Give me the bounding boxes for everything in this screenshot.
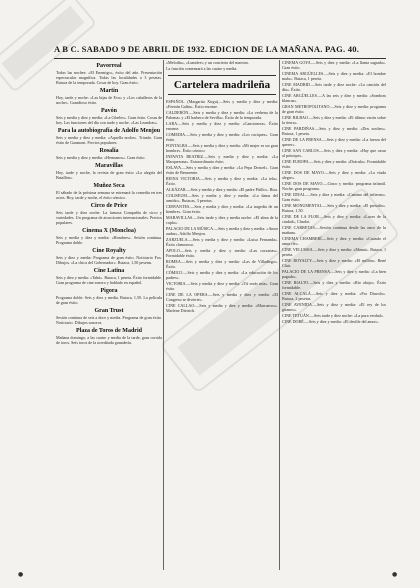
section-body: Hoy, tarde y noche, la revista de gran éxito «La alegría del Batallón». <box>56 170 162 180</box>
listing-entry: CINE MADRID.—Seis tarde y diez noche: «La canción del día». Éxito. <box>282 82 386 92</box>
listing-section <box>56 182 162 200</box>
page-header: A B C. SABADO 9 DE ABRIL DE 1932. EDICION DE LA MAÑANA. PAG. 40. <box>54 44 360 54</box>
section-body: Mañana domingo, a las cuatro y media de la tarde, gran corrida de toros. Seis toros de la acreditada ganadería. <box>56 335 162 345</box>
registration-mark-icon: ● <box>18 571 24 578</box>
listing-entry: CINE DOS DE MAYO.—Seis y diez y media: «La viuda alegre». <box>282 170 386 180</box>
listing-entry: CINE AVENIDA.—Seis y diez y media: «El rey de los gitanos». <box>282 302 386 312</box>
listing-entry: CERVANTES.—Seis y media y diez y media: «La tragedia de un hombre». Gran éxito. <box>166 204 278 214</box>
section-title: Rosalía <box>99 148 119 154</box>
listing-section <box>56 127 162 145</box>
listing-section <box>56 247 162 265</box>
intro-text: «Melodía», «Lumière» y un concierto del maestro. <box>166 60 250 65</box>
listing-entry: CALDERÓN.—Seis y media y diez y media: «La verbena de la Paloma» y «El barbero de Sevilla». Éxito de la temporada. <box>166 110 278 120</box>
section-title: Circo de Price <box>90 203 128 209</box>
listing-section <box>56 202 162 225</box>
section-body: Todas las noches: «El Enemigo», éxito del año. Presentación espectacular magnífica. Todas las localidades a 3 pesetas. Butaca de la temporada. Cosas de hoy. Gran éxito. <box>56 70 162 85</box>
listing-section <box>56 307 162 325</box>
section-body: Hoy, tarde y noche: «Las hijas de Eva» y «Los caballeros de la noche». Grandioso éxito. <box>56 95 162 105</box>
listing-entry: CINE CALLAO.—Seis y media y diez y media: «Marruecos». Marlene Dietrich. <box>166 303 278 313</box>
listing-entry: ALKÁZAR.—Seis y media y diez y media: «El padre Pitillo». Risa. <box>166 187 278 192</box>
cartelera-title-box <box>168 75 276 95</box>
section-body: Seis y media y diez y media: «La Cibeles». Gran éxito. Cosas de hoy. Las funciones del día con tarde y noche. «Las Leandras». <box>56 115 162 125</box>
listing-entry: CINE ALCALÁ.—Seis y diez y media: «Fra Diavolo». Butaca, 2 pesetas. <box>282 291 386 301</box>
section-title: Plaza de Toros de Madrid <box>76 328 142 334</box>
listing-entry: GRAN METROPOLITANO.—Seis y diez y media: programa de gran éxito. <box>282 104 386 114</box>
listing-section <box>56 227 162 245</box>
listing-entry: CINE SAN CARLOS.—Seis y diez y media: «Hay que casar al príncipe». <box>282 148 386 158</box>
listing-entry: CINE BILBAO.—Seis y diez y media: «El último varón sobre la tierra». <box>282 115 386 125</box>
section-title: Pigora <box>100 288 118 294</box>
section-body: Programa doble: Seis y diez y media. Butaca, 1,50. La película de gran éxito. <box>56 295 162 305</box>
listing-entry: ESPAÑOL. (Margarita Xirgu).—Seis y media y diez y media: «Fermín Galán». Éxito enorme. <box>166 99 278 109</box>
listing-entry: CÓMICO.—Seis y media y diez y media: «La educación de los padres». <box>166 270 278 280</box>
listing-entry: CINE DE LA FLOR.—Seis y diez y media: «Luces de la ciudad», Charlot. <box>282 214 386 224</box>
section-body: Seis y media y diez y media: «Hombres». Sesión continua. Programa doble. <box>56 235 162 245</box>
section-body: Seis y media y diez y media: «Aquella noche». Triunfo. Gran éxito de Gaumont. Precios populares. <box>56 135 162 145</box>
listing-section <box>56 147 162 160</box>
listing-entry: CINE DOS DE MAYO.—Cinco y media: programa infantil. Noche, gran programa. <box>282 181 386 191</box>
right-column <box>282 60 386 570</box>
section-body: El sábado de la próxima semana se estrenará la comedia en tres actos. Hoy, tarde y noche, el éxito cómico. <box>56 190 162 200</box>
listing-entry: APOLO.—Seis y media y diez y media: «Las corsarias». Formidable éxito. <box>166 248 278 258</box>
registration-mark-icon: ● <box>392 571 398 578</box>
listing-section <box>56 287 162 305</box>
section-title: Pavorreal <box>96 63 122 69</box>
intro-text-2: La función comenzará a las cuatro y media. <box>166 66 238 71</box>
section-body: Seis y diez y media: «Tabú». Butaca, 1 peseta. Éxito formidable. Gran programa de cine sonoro y hablado en español. <box>56 275 162 285</box>
listing-entry: CINE VELUSSIA.—Seis y diez y media: «Mamá». Butaca, 1 peseta. <box>282 247 386 257</box>
listing-entry: CINEMA GOYA.—Seis y diez y media: «La llama sagrada». Gran éxito. <box>282 60 386 70</box>
section-title: Cine Royalty <box>92 248 126 254</box>
listing-entry: REINA VICTORIA.—Seis y media y diez y media: «La tela». Éxito. <box>166 176 278 186</box>
column-divider-2 <box>279 60 280 570</box>
listing-entry: LARA.—Seis y media y diez y media: «Cancionera». Éxito enorme. <box>166 121 278 131</box>
listing-entry: PALACIO DE LA PRENSA.—Seis y diez y media: «La bien pagada». <box>282 269 386 279</box>
column-divider-1 <box>163 60 164 570</box>
listing-entry: CINE TETUÁN.—Seis tarde y diez noche: «La pura verdad». <box>282 313 384 318</box>
listing-entry: ROMEA.—Seis y media y diez y media: «Las de Villadiego». Éxito. <box>166 259 278 269</box>
listing-section <box>56 327 162 345</box>
section-body: Seis y diez y media: Programa de gran éxito. Noticiario Fox. Dibujos. «La chica del Gobernador». Butaca, 1,50 pesetas. <box>56 255 162 265</box>
listing-entry: CINE ROYALTY.—Seis y diez y media: «El millón». René Clair. <box>282 258 386 268</box>
listing-entry: CINE IDEAL.—Seis y diez y media: «Camino del infierno». Gran éxito. <box>282 192 386 202</box>
listing-entry: CINE DORÉ.—Seis y diez y media: «El desfile del amor». <box>282 319 379 324</box>
section-title: Muñoz Seca <box>93 183 125 189</box>
listing-entry: FONTALBA.—Seis y media y diez y media: «Mi mujer es un gran hombre». Éxito cómico. <box>166 143 278 153</box>
section-body: Sesión continua de seis a doce y media. Programa de gran éxito. Noticiario. Dibujos sonoros. <box>56 315 162 325</box>
section-title: Martin <box>99 88 119 94</box>
listing-entry: CINE RIALTO.—Seis y diez y media: «Río abajo». Éxito formidable. <box>282 280 386 290</box>
listing-entry: ESLAVA.—Seis y media y diez y media: «La Pepa Doncel». Gran éxito de Benavente. <box>166 165 278 175</box>
section-title: Maravillas <box>95 163 123 169</box>
section-title: Pavón <box>100 108 117 114</box>
section-title: Gran Trust <box>94 308 124 314</box>
header-rule <box>54 58 386 59</box>
listing-section <box>56 267 162 285</box>
listing-entry: PALACIO DE LA MÚSICA.—Seis y media y diez y media: «Amor audaz», Adolfo Menjou. <box>166 226 278 236</box>
listing-entry: CINE CARRETAS.—Sesión continua desde las once de la mañana. <box>282 225 386 235</box>
listing-entry: COMEDIA.—Seis y media y diez y media: «Los caciques». Gran éxito. <box>166 132 278 142</box>
listing-entry: CINE ARGÜELLES.—A las seis y diez y media: «Sombras blancas». <box>282 93 386 103</box>
section-title: Para la autobiografía de Adolfo Menjou <box>57 128 161 134</box>
listing-section <box>56 62 162 85</box>
listing-entry: VICTORIA.—Seis y media y diez y media: «Tú serás mía». Gran éxito. <box>166 281 278 291</box>
listing-entry: COLISEUM.—Seis y media y diez y media: «La dama del armiño». Butacas, 3 pesetas. <box>166 193 278 203</box>
section-title: Cinema X (Moncloa) <box>82 228 136 234</box>
listing-entry: CINE MONUMENTAL.—Seis y diez y media: «El presidio». Butaca, 1,50. <box>282 203 386 213</box>
registration-marks <box>0 572 420 578</box>
left-column <box>56 60 162 570</box>
listing-entry: MARAVILLAS.—Seis tarde y diez y media noche: «El alma de la copla». <box>166 215 278 225</box>
section-body: Seis tarde y diez noche: La famosa Compañía de circo y variedades. Un programa de atracciones internacionales. Precios populares. <box>56 210 162 225</box>
cartelera-title: Cartelera madrileña <box>173 79 271 91</box>
middle-column <box>166 60 278 570</box>
listing-entry: CINE DE LA PRENSA.—Seis y diez y media: «La fuerza del querer». <box>282 137 386 147</box>
section-body: Seis y media y diez y media: «Hermanos». Gran éxito. <box>56 155 146 160</box>
listing-entry: CINEMA ARGÜELLES.—Seis y diez y media: «El hombre malo». Butaca, 1 peseta. <box>282 71 386 81</box>
section-title: Cine Latina <box>93 268 125 274</box>
listing-entry: CINEMA CHAMBERÍ.—Seis y diez y media: «Cuando el amor ríe». <box>282 236 386 246</box>
listing-section <box>56 107 162 125</box>
listing-entry: CINE EUROPA.—Seis y diez y media: «Drácula». Formidable éxito. <box>282 159 386 169</box>
listing-entry: CINE DE LA OPERA.—Seis y media y diez y media: «El Congreso se divierte». <box>166 292 278 302</box>
listing-entry: ZARZUELA.—Seis y media y diez y media: «Luisa Fernanda». Éxito clamoroso. <box>166 237 278 247</box>
listing-entry: INFANTA BEATRIZ.—Seis y media y diez y media: «La Marquesona». Extraordinario éxito. <box>166 154 278 164</box>
listing-section <box>56 162 162 180</box>
listing-section <box>56 87 162 105</box>
listing-entry: CINE PARDIÑAS.—Seis y diez y media: «Dos noches». Butaca, 1 peseta. <box>282 126 386 136</box>
